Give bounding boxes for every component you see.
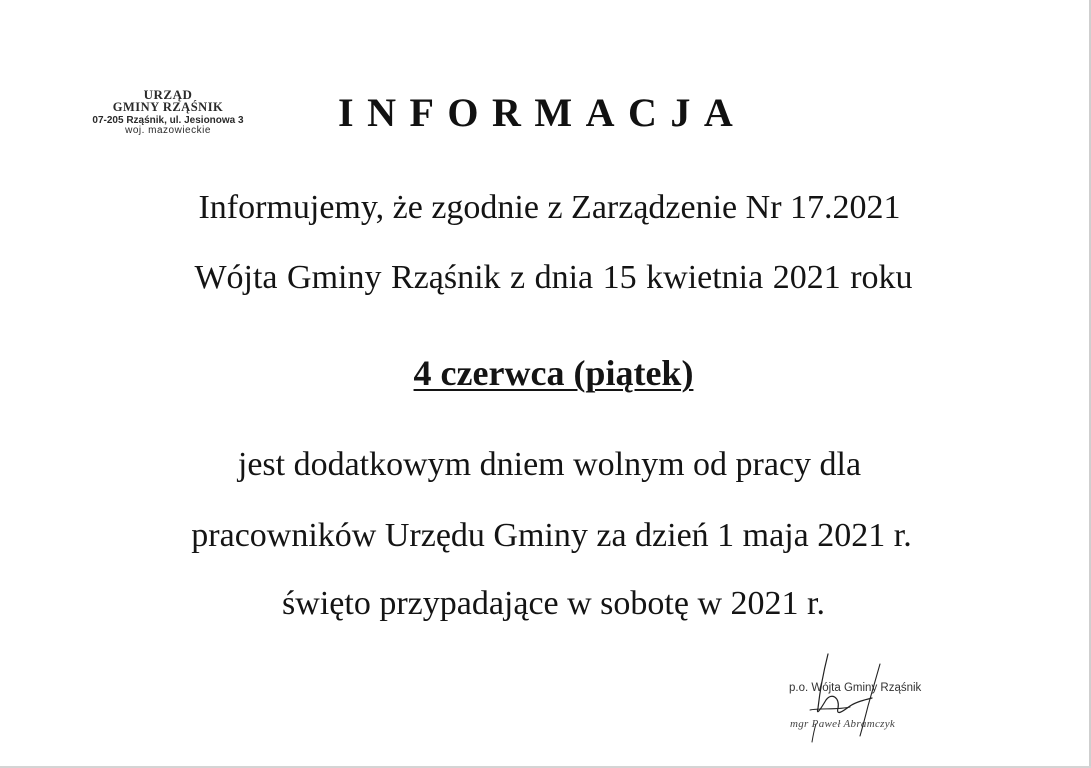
signature-title-stamp: p.o. Wójta Gminy Rząśnik [789, 682, 922, 694]
intro-line-2: Wójta Gminy Rząśnik z dnia 15 kwietnia 2021 roku [194, 259, 913, 296]
document-title: INFORMACJA [338, 90, 747, 135]
body-line-2: pracowników Urzędu Gminy za dzień 1 maja 2021 r. [191, 517, 912, 554]
signature-block [780, 650, 980, 750]
body-line-1: jest dodatkowym dniem wolnym od pracy dla [237, 446, 862, 483]
stamp-voivodeship: woj. mazowieckie [125, 124, 211, 136]
signature-name-stamp: mgr Paweł Abramczyk [790, 718, 896, 730]
day-off-date-heading: 4 czerwca (piątek) [413, 353, 694, 393]
stamp-address: 07-205 Rząśnik, ul. Jesionowa 3 [92, 114, 244, 126]
office-stamp [78, 88, 258, 136]
handwritten-signature [780, 650, 980, 750]
intro-line-1: Informujemy, że zgodnie z Zarządzenie Nr 17.2021 [198, 189, 901, 226]
stamp-municipality-name: GMINY RZĄŚNIK [112, 100, 224, 114]
stamp-office-label: URZĄD [143, 87, 193, 102]
body-line-3: święto przypadające w sobotę w 2021 r. [282, 585, 825, 622]
